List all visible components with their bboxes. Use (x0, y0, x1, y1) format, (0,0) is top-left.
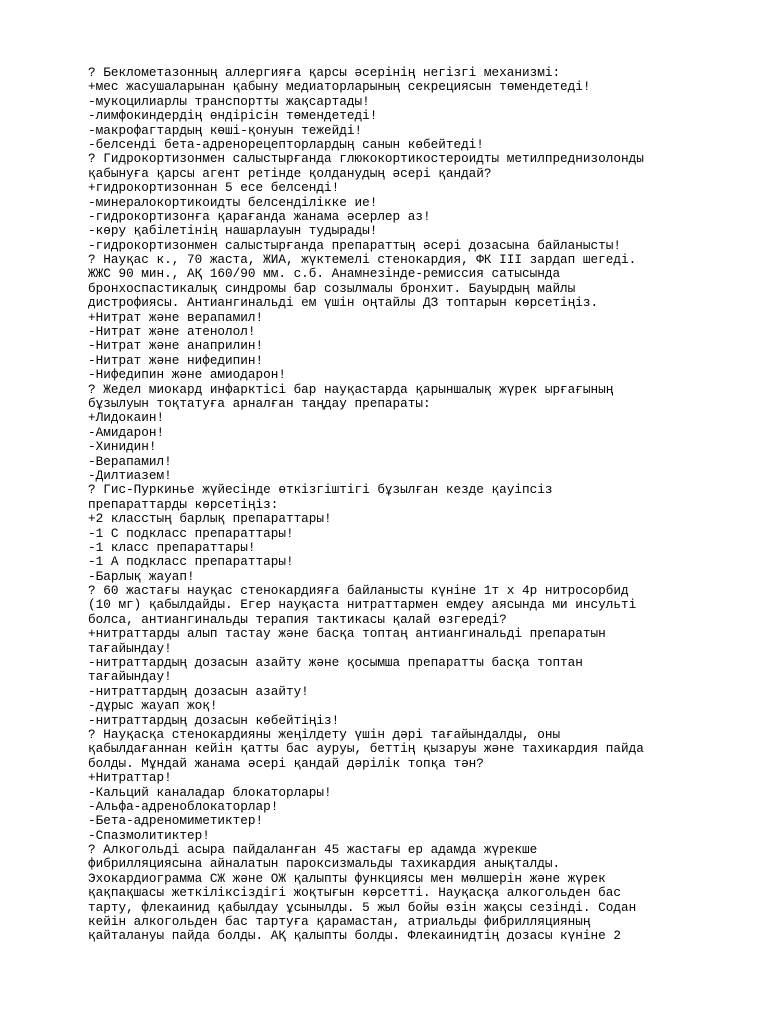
text-line: -Амидарон! (88, 424, 165, 440)
text-line: -нитраттардың дозасын азайту! (88, 683, 309, 699)
text-line: -нитраттардың дозасын азайту және қосымша препаратты басқа топтан (88, 655, 583, 671)
text-line: -Дилтиазем! (88, 467, 172, 483)
text-line: ? Алкогольді асыра пайдаланған 45 жастағы ер адамда жүрекше (88, 842, 538, 858)
text-line: болды. Мұндай жанама әсері қандай дәрілік топқа тән? (88, 755, 484, 771)
text-line: препараттарды көрсетіңіз: (88, 496, 279, 512)
text-line: ? Беклометазонның аллергияға қарсы әсерінің негізгі механизмі: (88, 65, 561, 80)
text-line: -Бета-адреномиметиктер! (88, 813, 264, 829)
text-line: тағайындау! (88, 669, 172, 685)
text-line: -Нитрат және нифедипин! (88, 352, 264, 368)
text-line: -Альфа-адреноблокаторлар! (88, 798, 279, 814)
text-line: +2 класстың барлық препараттары! (88, 511, 332, 527)
text-line: -Спазмолитиктер! (88, 827, 210, 843)
text-line: ? Жедел миокард инфарктісі бар науқастарда қарыншалық жүрек ырғағының (88, 381, 614, 397)
text-line: -мукоцилиарлы транспортты жақсартады! (88, 93, 370, 109)
text-line: (10 мг) қабылдайды. Егер науқаста нитраттармен емдеу аясында ми инсульті (88, 597, 637, 613)
text-line: -Кальций каналадар блокаторлары! (88, 784, 332, 800)
text-line: қабылдағаннан кейін қатты бас ауруы, беттің қызаруы және тахикардия пайда (88, 741, 644, 757)
text-line: -Барлық жауап! (88, 568, 195, 584)
text-line: ? Гис-Пуркинье жүйесінде өткізгіштігі бұзылған кезде қауіпсіз (88, 482, 553, 498)
text-line: +Нитрат және верапамил! (88, 309, 264, 325)
text-line: тағайындау! (88, 640, 172, 656)
text-line: -гидрокортизонмен салыстырғанда препараттың әсері дозасына байланысты! (88, 237, 621, 253)
text-line: -минералокортикоидты белсенділікке ие! (88, 194, 378, 210)
text-line: -макрофагтардың көші-қонуын тежейді! (88, 122, 363, 138)
text-line: -1 класс препараттары! (88, 539, 256, 555)
text-line: қайталануы пайда болды. АҚ қалыпты болды. Флекаинидтің дозасы күніне 2 (88, 928, 621, 944)
text-line: -Нитрат және анаприлин! (88, 338, 264, 354)
text-line: ? Гидрокортизонмен салыстырғанда глюкокортикостероидты метилпреднизолонды (88, 151, 644, 167)
text-line: -Верапамил! (88, 453, 172, 469)
text-line: ? Науқас к., 70 жаста, ЖИА, жүктемелі стенокардия, ФК III зардап шегеді. (88, 252, 637, 268)
text-line: кейін алкогольден бас тартуға қарамастан, атриальды фибрилляцияның (88, 914, 591, 930)
text-line: -Хинидин! (88, 439, 157, 455)
text-line: -Нифедипин және амиодарон! (88, 367, 286, 383)
text-line: фибрилляциясына айналатын пароксизмальды тахикардия анықталды. (88, 856, 561, 872)
text-line: +нитраттарды алып тастау және басқа топтаң антиангинальді препаратын (88, 626, 606, 642)
text-line: -нитраттардың дозасын көбейтіңіз! (88, 712, 340, 728)
document-page (88, 66, 688, 944)
text-line: -лимфокиндердің өндірісін төмендетеді! (88, 108, 378, 124)
text-line: қабынуға қарсы агент ретінде қолданудың әсері қандай? (88, 165, 492, 181)
text-line: Эхокардиограмма СЖ және ОЖ қалыпты функциясы мен мөлшерін және жүрек (88, 870, 606, 886)
text-line: -белсенді бета-адренорецепторлардың санын көбейтеді! (88, 136, 484, 152)
text-line: +Нитраттар! (88, 770, 172, 786)
text-line: -Нитрат және атенолол! (88, 324, 256, 340)
text-line: бронхоспастикалық синдромы бар созылмалы бронхит. Бауырдың майлы (88, 280, 576, 296)
text-line: -1 С подкласс препараттары! (88, 525, 294, 541)
text-line: -көру қабілетінің нашарлауын тудырады! (88, 223, 378, 239)
text-line: +гидрокортизоннан 5 есе белсенді! (88, 180, 340, 196)
text-line: +Лидокаин! (88, 410, 165, 426)
text-line: +мес жасушаларынан қабыну медиаторларының секрециясын төмендетеді! (88, 79, 591, 95)
text-line: ? Науқасқа стенокардияны жеңілдету үшін дәрі тағайындалды, оны (88, 726, 561, 742)
text-line: бұзылуын тоқтатуға арналған таңдау препараты: (88, 395, 431, 411)
text-line: ЖЖС 90 мин., АҚ 160/90 мм. с.б. Анамнезінде-ремиссия сатысында (88, 266, 561, 282)
text-line: -1 А подкласс препараттары! (88, 554, 294, 570)
text-line: -дұрыс жауап жоқ! (88, 698, 218, 714)
text-line: -гидрокортизонға қарағанда жанама әсерлер аз! (88, 208, 431, 224)
text-line: қақпақшасы жеткіліксіздігі жоқтығын көрсетті. Науқасқа алкогольден бас (88, 885, 621, 901)
text-line: ? 60 жастағы науқас стенокардияға байланысты күніне 1т х 4р нитросорбид (88, 583, 629, 599)
text-line: тарту, флекаинид қабылдау ұсынылды. 5 жыл бойы өзін жақсы сезінді. Содан (88, 899, 637, 915)
text-line: дистрофиясы. Антиангинальді ем үшін оңтайлы ДЗ топтарын көрсетіңіз. (88, 295, 599, 311)
text-line: болса, антиангинальды терапия тактикасы қалай өзгереді? (88, 611, 507, 627)
